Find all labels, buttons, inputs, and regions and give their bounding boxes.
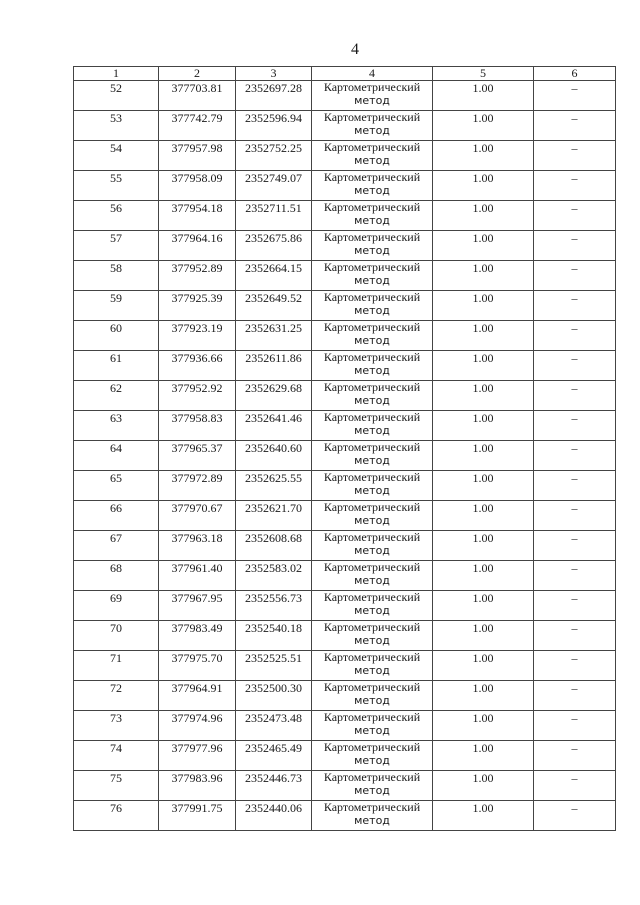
description-cell: –: [534, 261, 616, 291]
x-coordinate-cell: 377970.67: [159, 501, 236, 531]
x-coordinate-cell: 377972.89: [159, 471, 236, 501]
y-coordinate-cell: 2352500.30: [236, 681, 312, 711]
x-coordinate-cell: 377925.39: [159, 291, 236, 321]
description-cell: –: [534, 111, 616, 141]
description-cell: –: [534, 741, 616, 771]
method-cell: [312, 261, 433, 291]
table-row: [74, 561, 616, 591]
method-cell: [312, 711, 433, 741]
point-number-cell: 57: [74, 231, 159, 261]
accuracy-cell: 1.00: [433, 771, 534, 801]
point-number-cell: 52: [74, 81, 159, 111]
method-line-1: Картометрический: [323, 290, 421, 304]
x-coordinate-cell: 377958.83: [159, 411, 236, 441]
method-line-1: Картометрический: [323, 710, 421, 724]
table-row: [74, 231, 616, 261]
x-coordinate-cell: 377958.09: [159, 171, 236, 201]
y-coordinate-cell: 2352631.25: [236, 321, 312, 351]
accuracy-cell: 1.00: [433, 591, 534, 621]
table-row: [74, 741, 616, 771]
accuracy-cell: 1.00: [433, 711, 534, 741]
method-line-2: метод: [354, 724, 390, 737]
method-line-1: Картометрический: [323, 200, 421, 214]
table-row: [74, 711, 616, 741]
x-coordinate-cell: 377936.66: [159, 351, 236, 381]
method-line-2: метод: [354, 334, 390, 347]
y-coordinate-cell: 2352649.52: [236, 291, 312, 321]
accuracy-cell: 1.00: [433, 171, 534, 201]
method-line-2: метод: [354, 574, 390, 587]
method-line-1: Картометрический: [323, 500, 421, 514]
table-row: [74, 141, 616, 171]
table-body: [74, 81, 616, 831]
table-row: [74, 651, 616, 681]
x-coordinate-cell: 377923.19: [159, 321, 236, 351]
table-row: [74, 531, 616, 561]
method-line-2: метод: [354, 544, 390, 557]
accuracy-cell: 1.00: [433, 321, 534, 351]
x-coordinate-cell: 377957.98: [159, 141, 236, 171]
x-coordinate-cell: 377964.16: [159, 231, 236, 261]
table-row: [74, 441, 616, 471]
y-coordinate-cell: 2352583.02: [236, 561, 312, 591]
y-coordinate-cell: 2352473.48: [236, 711, 312, 741]
x-coordinate-cell: 377975.70: [159, 651, 236, 681]
point-number-cell: 68: [74, 561, 159, 591]
description-cell: –: [534, 411, 616, 441]
method-cell: [312, 231, 433, 261]
y-coordinate-cell: 2352608.68: [236, 531, 312, 561]
method-line-2: метод: [354, 184, 390, 197]
x-coordinate-cell: 377742.79: [159, 111, 236, 141]
y-coordinate-cell: 2352711.51: [236, 201, 312, 231]
point-number-cell: 61: [74, 351, 159, 381]
x-coordinate-cell: 377983.96: [159, 771, 236, 801]
point-number-cell: 75: [74, 771, 159, 801]
point-number-cell: 73: [74, 711, 159, 741]
accuracy-cell: 1.00: [433, 141, 534, 171]
method-line-1: Картометрический: [323, 260, 421, 274]
point-number-cell: 53: [74, 111, 159, 141]
method-line-2: метод: [354, 364, 390, 377]
table-row: [74, 681, 616, 711]
method-line-2: метод: [354, 814, 390, 827]
table-row: [74, 801, 616, 831]
accuracy-cell: 1.00: [433, 381, 534, 411]
method-line-2: метод: [354, 244, 390, 257]
method-cell: [312, 321, 433, 351]
description-cell: –: [534, 351, 616, 381]
method-cell: [312, 111, 433, 141]
x-coordinate-cell: 377952.89: [159, 261, 236, 291]
table-header: [74, 67, 616, 81]
method-cell: [312, 741, 433, 771]
accuracy-cell: 1.00: [433, 471, 534, 501]
accuracy-cell: 1.00: [433, 261, 534, 291]
method-cell: [312, 141, 433, 171]
x-coordinate-cell: 377952.92: [159, 381, 236, 411]
table-row: [74, 411, 616, 441]
point-number-cell: 72: [74, 681, 159, 711]
coordinates-table: [73, 66, 616, 831]
point-number-cell: 66: [74, 501, 159, 531]
description-cell: –: [534, 501, 616, 531]
point-number-cell: 59: [74, 291, 159, 321]
description-cell: –: [534, 531, 616, 561]
point-number-cell: 55: [74, 171, 159, 201]
description-cell: –: [534, 801, 616, 831]
header-col-3: 3: [236, 67, 312, 81]
table-row: [74, 621, 616, 651]
x-coordinate-cell: 377961.40: [159, 561, 236, 591]
header-col-1: 1: [74, 67, 159, 81]
method-cell: [312, 501, 433, 531]
y-coordinate-cell: 2352465.49: [236, 741, 312, 771]
method-line-1: Картометрический: [323, 680, 421, 694]
point-number-cell: 76: [74, 801, 159, 831]
y-coordinate-cell: 2352749.07: [236, 171, 312, 201]
method-line-2: метод: [354, 484, 390, 497]
x-coordinate-cell: 377974.96: [159, 711, 236, 741]
point-number-cell: 67: [74, 531, 159, 561]
method-line-2: метод: [354, 94, 390, 107]
header-col-4: 4: [312, 67, 433, 81]
method-line-2: метод: [354, 214, 390, 227]
y-coordinate-cell: 2352625.55: [236, 471, 312, 501]
description-cell: –: [534, 171, 616, 201]
y-coordinate-cell: 2352641.46: [236, 411, 312, 441]
x-coordinate-cell: 377977.96: [159, 741, 236, 771]
method-line-1: Картометрический: [323, 770, 421, 784]
description-cell: –: [534, 291, 616, 321]
method-cell: [312, 351, 433, 381]
x-coordinate-cell: 377954.18: [159, 201, 236, 231]
method-line-1: Картометрический: [323, 80, 421, 94]
accuracy-cell: 1.00: [433, 651, 534, 681]
method-line-1: Картометрический: [323, 140, 421, 154]
y-coordinate-cell: 2352440.06: [236, 801, 312, 831]
table-row: [74, 591, 616, 621]
method-cell: [312, 621, 433, 651]
method-line-1: Картометрический: [323, 230, 421, 244]
table-row: [74, 351, 616, 381]
method-cell: [312, 411, 433, 441]
point-number-cell: 54: [74, 141, 159, 171]
method-cell: [312, 561, 433, 591]
method-line-1: Картометрический: [323, 590, 421, 604]
y-coordinate-cell: 2352621.70: [236, 501, 312, 531]
method-line-1: Картометрический: [323, 440, 421, 454]
method-line-1: Картометрический: [323, 620, 421, 634]
description-cell: –: [534, 711, 616, 741]
method-line-2: метод: [354, 124, 390, 137]
accuracy-cell: 1.00: [433, 561, 534, 591]
description-cell: –: [534, 681, 616, 711]
point-number-cell: 60: [74, 321, 159, 351]
x-coordinate-cell: 377703.81: [159, 81, 236, 111]
accuracy-cell: 1.00: [433, 501, 534, 531]
accuracy-cell: 1.00: [433, 801, 534, 831]
method-cell: [312, 531, 433, 561]
method-line-1: Картометрический: [323, 470, 421, 484]
description-cell: –: [534, 321, 616, 351]
method-line-2: метод: [354, 694, 390, 707]
method-line-2: метод: [354, 154, 390, 167]
method-cell: [312, 291, 433, 321]
point-number-cell: 63: [74, 411, 159, 441]
description-cell: –: [534, 141, 616, 171]
point-number-cell: 64: [74, 441, 159, 471]
x-coordinate-cell: 377991.75: [159, 801, 236, 831]
method-line-2: метод: [354, 304, 390, 317]
method-cell: [312, 201, 433, 231]
accuracy-cell: 1.00: [433, 441, 534, 471]
y-coordinate-cell: 2352446.73: [236, 771, 312, 801]
table-row: [74, 291, 616, 321]
description-cell: –: [534, 651, 616, 681]
point-number-cell: 65: [74, 471, 159, 501]
x-coordinate-cell: 377963.18: [159, 531, 236, 561]
x-coordinate-cell: 377983.49: [159, 621, 236, 651]
method-line-2: метод: [354, 634, 390, 647]
accuracy-cell: 1.00: [433, 741, 534, 771]
table-row: [74, 171, 616, 201]
header-col-6: 6: [534, 67, 616, 81]
method-cell: [312, 171, 433, 201]
point-number-cell: 58: [74, 261, 159, 291]
description-cell: –: [534, 201, 616, 231]
y-coordinate-cell: 2352611.86: [236, 351, 312, 381]
accuracy-cell: 1.00: [433, 111, 534, 141]
table-row: [74, 111, 616, 141]
y-coordinate-cell: 2352596.94: [236, 111, 312, 141]
y-coordinate-cell: 2352675.86: [236, 231, 312, 261]
table-row: [74, 501, 616, 531]
description-cell: –: [534, 81, 616, 111]
y-coordinate-cell: 2352640.60: [236, 441, 312, 471]
table-row: [74, 321, 616, 351]
accuracy-cell: 1.00: [433, 621, 534, 651]
accuracy-cell: 1.00: [433, 291, 534, 321]
description-cell: –: [534, 561, 616, 591]
y-coordinate-cell: 2352629.68: [236, 381, 312, 411]
y-coordinate-cell: 2352752.25: [236, 141, 312, 171]
y-coordinate-cell: 2352556.73: [236, 591, 312, 621]
accuracy-cell: 1.00: [433, 201, 534, 231]
method-line-1: Картометрический: [323, 530, 421, 544]
y-coordinate-cell: 2352540.18: [236, 621, 312, 651]
accuracy-cell: 1.00: [433, 351, 534, 381]
accuracy-cell: 1.00: [433, 411, 534, 441]
method-line-2: метод: [354, 514, 390, 527]
header-col-2: 2: [159, 67, 236, 81]
method-cell: [312, 681, 433, 711]
method-line-1: Картометрический: [323, 320, 421, 334]
point-number-cell: 74: [74, 741, 159, 771]
method-line-1: Картометрический: [323, 350, 421, 364]
method-line-2: метод: [354, 424, 390, 437]
method-line-1: Картометрический: [323, 170, 421, 184]
method-line-1: Картометрический: [323, 560, 421, 574]
description-cell: –: [534, 441, 616, 471]
description-cell: –: [534, 591, 616, 621]
method-line-2: метод: [354, 604, 390, 617]
point-number-cell: 70: [74, 621, 159, 651]
point-number-cell: 56: [74, 201, 159, 231]
method-line-2: метод: [354, 664, 390, 677]
method-line-2: метод: [354, 454, 390, 467]
description-cell: –: [534, 621, 616, 651]
point-number-cell: 69: [74, 591, 159, 621]
accuracy-cell: 1.00: [433, 531, 534, 561]
method-cell: [312, 81, 433, 111]
description-cell: –: [534, 771, 616, 801]
method-line-1: Картометрический: [323, 800, 421, 814]
header-row: [74, 67, 616, 81]
accuracy-cell: 1.00: [433, 231, 534, 261]
method-cell: [312, 591, 433, 621]
table-row: [74, 471, 616, 501]
table-row: [74, 771, 616, 801]
method-line-2: метод: [354, 274, 390, 287]
accuracy-cell: 1.00: [433, 681, 534, 711]
x-coordinate-cell: 377964.91: [159, 681, 236, 711]
description-cell: –: [534, 231, 616, 261]
table-row: [74, 81, 616, 111]
x-coordinate-cell: 377967.95: [159, 591, 236, 621]
method-line-1: Картометрический: [323, 650, 421, 664]
method-line-1: Картометрический: [323, 740, 421, 754]
point-number-cell: 71: [74, 651, 159, 681]
method-line-2: метод: [354, 784, 390, 797]
y-coordinate-cell: 2352525.51: [236, 651, 312, 681]
method-line-2: метод: [354, 394, 390, 407]
method-cell: [312, 651, 433, 681]
method-cell: [312, 441, 433, 471]
description-cell: –: [534, 471, 616, 501]
method-line-2: метод: [354, 754, 390, 767]
x-coordinate-cell: 377965.37: [159, 441, 236, 471]
point-number-cell: 62: [74, 381, 159, 411]
header-col-5: 5: [433, 67, 534, 81]
method-cell: [312, 381, 433, 411]
method-line-1: Картометрический: [323, 110, 421, 124]
table-row: [74, 261, 616, 291]
method-cell: [312, 801, 433, 831]
page-number: 4: [351, 41, 359, 58]
method-cell: [312, 471, 433, 501]
table-row: [74, 201, 616, 231]
method-cell: [312, 771, 433, 801]
accuracy-cell: 1.00: [433, 81, 534, 111]
method-line-1: Картометрический: [323, 380, 421, 394]
y-coordinate-cell: 2352664.15: [236, 261, 312, 291]
description-cell: –: [534, 381, 616, 411]
method-line-1: Картометрический: [323, 410, 421, 424]
y-coordinate-cell: 2352697.28: [236, 81, 312, 111]
table-row: [74, 381, 616, 411]
